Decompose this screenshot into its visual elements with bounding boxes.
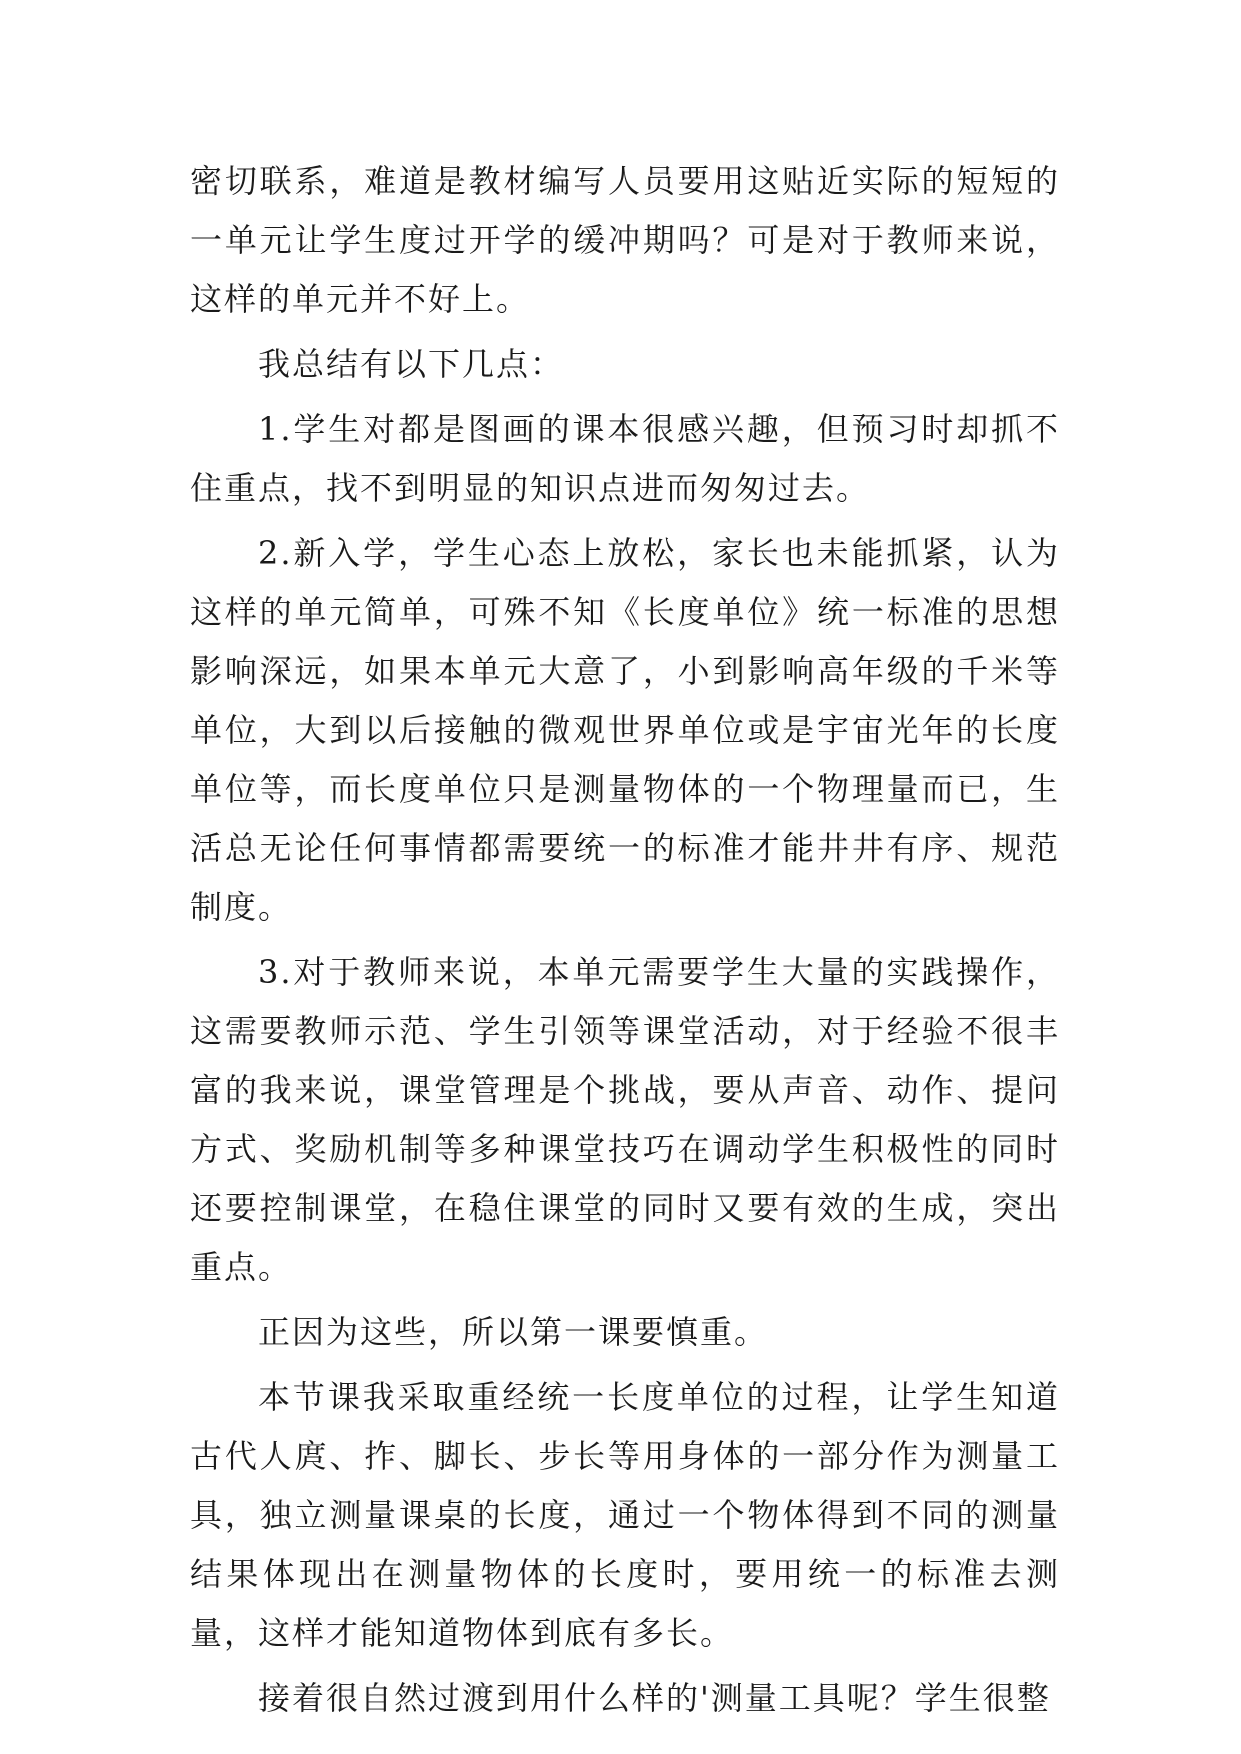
paragraph-3: 1.学生对都是图画的课本很感兴趣，但预习时却抓不住重点，找不到明显的知识点进而匆匆过去。 bbox=[190, 410, 1060, 507]
document-body bbox=[190, 152, 1060, 1734]
paragraph-8: 接着很自然过渡到用什么样的'测量工具呢？学生很整 bbox=[258, 1679, 1051, 1717]
paragraph-5: 3.对于教师来说，本单元需要学生大量的实践操作，这需要教师示范、学生引领等课堂活动，对于经验不很丰富的我来说，课堂管理是个挑战，要从声音、动作、提问方式、奖励机制等多种课堂技巧在调动学生积极性的同时还要控制课堂，在稳住课堂的同时又要有效的生成，突出重点。 bbox=[190, 953, 1060, 1286]
paragraph-1: 密切联系，难道是教材编写人员要用这贴近实际的短短的一单元让学生度过开学的缓冲期吗？可是对于教师来说，这样的单元并不好上。 bbox=[190, 162, 1060, 318]
paragraph-6: 正因为这些，所以第一课要慎重。 bbox=[258, 1313, 769, 1351]
paragraph-7: 本节课我采取重经统一长度单位的过程，让学生知道古代人庹、拃、脚长、步长等用身体的一部分作为测量工具，独立测量课桌的长度，通过一个物体得到不同的测量结果体现出在测量物体的长度时，要用统一的标准去测量，这样才能知道物体到底有多长。 bbox=[190, 1378, 1060, 1652]
paragraph-4: 2.新入学，学生心态上放松，家长也未能抓紧，认为这样的单元简单，可殊不知《长度单位》统一标准的思想影响深远，如果本单元大意了，小到影响高年级的千米等单位，大到以后接触的微观世界单位或是宇宙光年的长度单位等，而长度单位只是测量物体的一个物理量而已，生活总无论任何事情都需要统一的标准才能井井有序、规范制度。 bbox=[190, 534, 1060, 926]
paragraph-2: 我总结有以下几点： bbox=[258, 345, 565, 383]
